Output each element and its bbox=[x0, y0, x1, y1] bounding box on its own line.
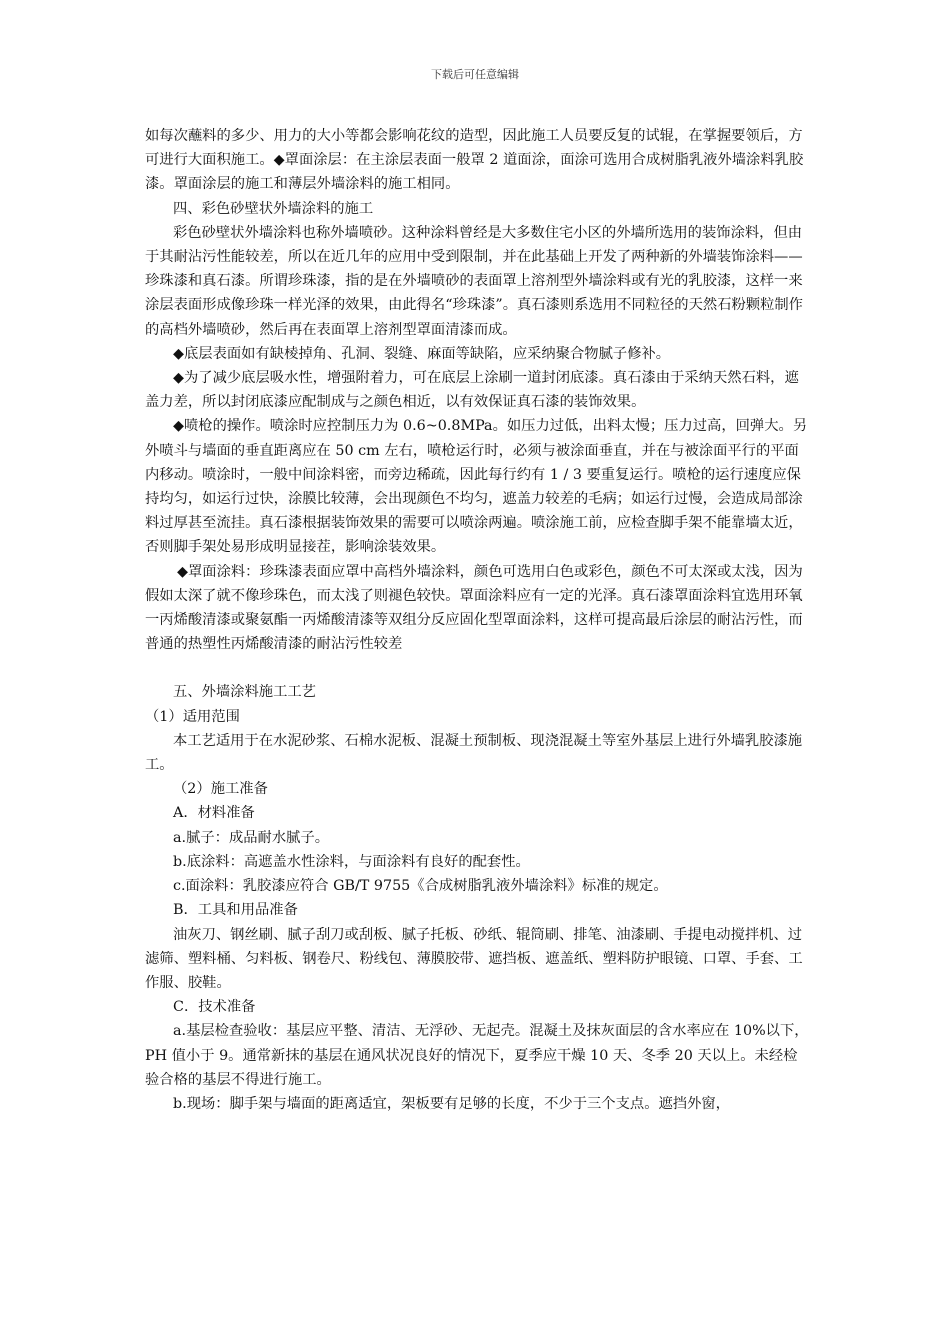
item-heading: C．技术准备 bbox=[173, 999, 256, 1016]
list-item: c.面涂料：乳胶漆应符合 GB/T 9755《合成树脂乳液外墙涂料》标准的规定。 bbox=[173, 878, 668, 895]
page-header: 下载后可任意编辑 bbox=[431, 68, 519, 81]
bullet-paragraph: ◆罩面涂料：珍珠漆表面应罩中高档外墙涂料，颜色可选用白色或彩色，颜色不可太深或太浅，因为假如太深了就不像珍珠色，而太浅了则褪色较快。罩面涂料应有一定的光泽。真石漆罩面涂料宜选用环氧一丙烯酸清漆或聚氨酯一丙烯酸清漆等双组分反应固化型罩面涂料，这样可提高最后涂层的耐沾污性，而普通的热塑性丙烯酸清漆的耐沾污性较差 bbox=[145, 563, 803, 653]
bullet-paragraph: ◆喷枪的操作。喷涂时应控制压力为 0.6~0.8MPa。如压力过低，出料太慢；压力过高，回弹大。另外喷斗与墙面的垂直距离应在 50 cm 左右，喷枪运行时，必须与被涂面垂直，并在与被涂面平行的平面内移动。喷涂时，一般中间涂料密，而旁边稀疏，因此每行约有 1 / 3 要重复运行。喷枪的运行速度应保持均匀，如运行过快，涂膜比较薄，会出现颜色不均匀，遮盖力较差的毛病；如运行过慢，会造成局部涂料过厚甚至流挂。真石漆根据装饰效果的需要可以喷涂两遍。喷涂施工前，应检查脚手架不能靠墙太近，否则脚手架处易形成明显接茬，影响涂装效果。 bbox=[145, 418, 808, 556]
list-item: b.底涂料：高遮盖水性涂料，与面涂料有良好的配套性。 bbox=[173, 853, 530, 870]
paragraph: 彩色砂壁状外墙涂料也称外墙喷砂。这种涂料曾经是大多数住宅小区的外墙所选用的装饰涂料，但由于其耐沾污性能较差，所以在近几年的应用中受到限制，并在此基础上开发了两种新的外墙装饰涂料——珍珠漆和真石漆。所谓珍珠漆，指的是在外墙喷砂的表面罩上溶剂型外墙涂料或有光的乳胶漆，这样一来涂层表面形成像珍珠一样光泽的效果，由此得名“珍珠漆”。真石漆则系选用不同粒径的天然石粉颗粒制作的高档外墙喷砂，然后再在表面罩上溶剂型罩面清漆而成。 bbox=[145, 224, 803, 338]
paragraph: 如每次蘸料的多少、用力的大小等都会影响花纹的造型，因此施工人员要反复的试辊，在掌握要领后，方可进行大面积施工。◆罩面涂层：在主涂层表面一般罩 2 道面涂，面涂可选用合成树脂乳液外墙涂料乳胶漆。罩面涂层的施工和薄层外墙涂料的施工相同。 bbox=[145, 128, 804, 193]
list-item: b.现场：脚手架与墙面的距离适宜，架板要有足够的长度，不少于三个支点。遮挡外窗， bbox=[173, 1095, 730, 1112]
item-heading: B．工具和用品准备 bbox=[173, 902, 298, 919]
subsection-heading: （1）适用范围 bbox=[145, 708, 240, 725]
paragraph: 本工艺适用于在水泥砂浆、石棉水泥板、混凝土预制板、现浇混凝土等室外基层上进行外墙乳胶漆施工。 bbox=[145, 732, 803, 774]
item-heading: A．材料准备 bbox=[173, 805, 255, 822]
section-heading: 四、彩色砂壁状外墙涂料的施工 bbox=[173, 200, 374, 217]
list-item: a.基层检查验收：基层应平整、清洁、无浮砂、无起壳。混凝土及抹灰面层的含水率应在 10%以下，PH 值小于 9。通常新抹的基层在通风状况良好的情况下，夏季应干燥 10 天、冬季 20 天以上。未经检验合格的基层不得进行施工。 bbox=[145, 1023, 809, 1088]
bullet-paragraph: ◆为了减少底层吸水性，增强附着力，可在底层上涂刷一道封闭底漆。真石漆由于采纳天然石料，遮盖力差，所以封闭底漆应配制成与之颜色相近，以有效保证真石漆的装饰效果。 bbox=[145, 370, 799, 411]
paragraph: 油灰刀、钢丝刷、腻子刮刀或刮板、腻子托板、砂纸、辊筒刷、排笔、油漆刷、手提电动搅拌机、过滤筛、塑料桶、匀料板、钢卷尺、粉线包、薄膜胶带、遮挡板、遮盖纸、塑料防护眼镜、口罩、手套、工作服、胶鞋。 bbox=[145, 926, 803, 991]
section-heading: 五、外墙涂料施工工艺 bbox=[173, 684, 316, 701]
blank-line bbox=[145, 656, 810, 680]
list-item: a.腻子：成品耐水腻子。 bbox=[173, 829, 330, 846]
bullet-paragraph: ◆底层表面如有缺棱掉角、孔洞、裂缝、麻面等缺陷，应采纳聚合物腻子修补。 bbox=[173, 345, 671, 362]
document-body bbox=[145, 124, 810, 1116]
subsection-heading: （2）施工准备 bbox=[173, 781, 268, 798]
